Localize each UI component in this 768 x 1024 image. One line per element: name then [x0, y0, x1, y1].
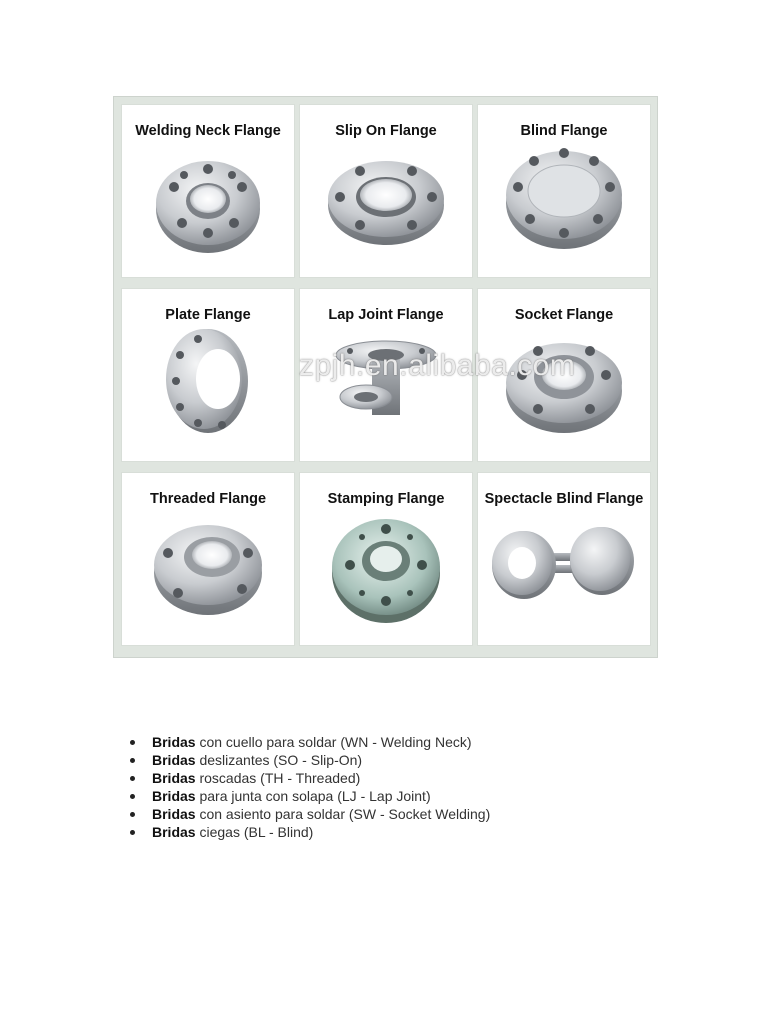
list-item-bold: Bridas: [152, 734, 196, 750]
list-item-text: deslizantes (SO - Slip-On): [199, 752, 363, 768]
blind-flange-icon: [478, 105, 650, 277]
cell-plate: [122, 289, 294, 461]
list-item: [128, 733, 490, 751]
flange-caption: Socket Flange: [514, 307, 614, 323]
flange-caption: Welding Neck Flange: [135, 123, 281, 139]
watermark: zpjh.en.alibaba.com: [299, 349, 576, 382]
list-item-text: para junta con solapa (LJ - Lap Joint): [199, 788, 431, 804]
flange-caption: Slip On Flange: [335, 123, 437, 139]
flange-caption: Plate Flange: [165, 307, 251, 323]
cell-slip-on: [300, 105, 472, 277]
spectacle-blind-flange-icon: [478, 473, 650, 645]
bullet-icon: [130, 794, 135, 799]
plate-flange-icon: [122, 289, 294, 461]
bullet-icon: [130, 758, 135, 763]
list-item-text: roscadas (TH - Threaded): [199, 770, 361, 786]
welding-neck-flange-icon: [122, 105, 294, 277]
slip-on-flange-icon: [300, 105, 472, 277]
bullet-icon: [130, 740, 135, 745]
flange-caption: Threaded Flange: [149, 491, 267, 507]
stamping-flange-icon: [300, 473, 472, 645]
cell-blind: [478, 105, 650, 277]
cell-socket: [478, 289, 650, 461]
flange-caption: Stamping Flange: [327, 491, 445, 507]
bullet-icon: [130, 830, 135, 835]
list-item: [128, 805, 490, 823]
list-item-bold: Bridas: [152, 824, 196, 840]
flange-caption: Spectacle Blind Flange: [484, 491, 644, 507]
flange-types-figure: [113, 96, 658, 658]
list-item-bold: Bridas: [152, 770, 196, 786]
list-item-bold: Bridas: [152, 752, 196, 768]
bullet-icon: [130, 776, 135, 781]
flange-type-list: [128, 733, 490, 841]
flange-caption: Lap Joint Flange: [328, 307, 444, 323]
list-item-bold: Bridas: [152, 806, 196, 822]
list-item-text: con cuello para soldar (WN - Welding Neck): [199, 734, 472, 750]
list-item: [128, 823, 490, 841]
list-item: [128, 787, 490, 805]
threaded-flange-icon: [122, 473, 294, 645]
list-item-bold: Bridas: [152, 788, 196, 804]
bullet-icon: [130, 812, 135, 817]
lap-joint-flange-icon: [300, 289, 472, 461]
cell-welding-neck: [122, 105, 294, 277]
list-item-text: ciegas (BL - Blind): [199, 824, 314, 840]
cell-spectacle-blind: [478, 473, 650, 645]
list-item: [128, 751, 490, 769]
cell-stamping: [300, 473, 472, 645]
flange-caption: Blind Flange: [520, 123, 608, 139]
cell-lap-joint: [300, 289, 472, 461]
list-item: [128, 769, 490, 787]
list-item-text: con asiento para soldar (SW - Socket Welding): [199, 806, 491, 822]
socket-flange-icon: [478, 289, 650, 461]
cell-threaded: [122, 473, 294, 645]
